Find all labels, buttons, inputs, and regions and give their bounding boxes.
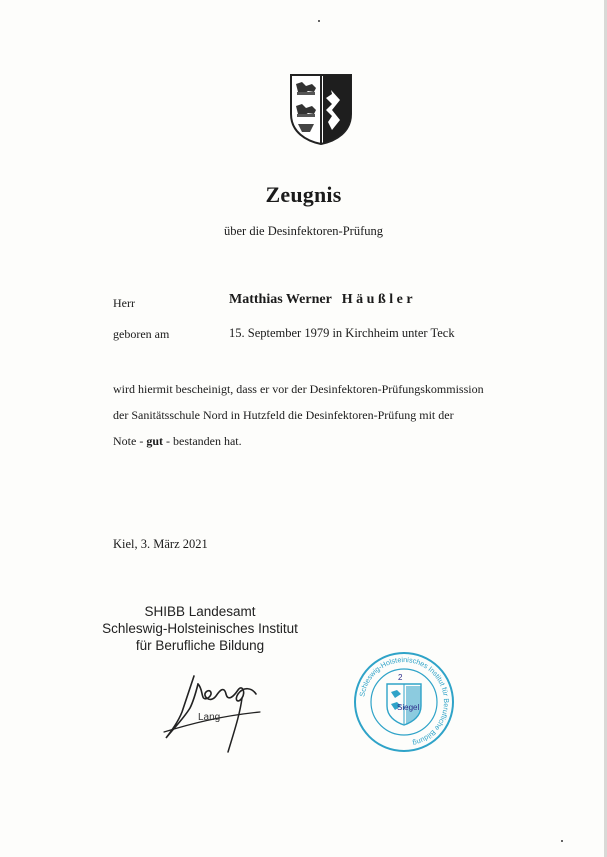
document-subtitle: über die Desinfektoren-Prüfung — [224, 224, 383, 238]
body-line-3 — [113, 434, 242, 449]
seal-number: 2 — [398, 673, 403, 682]
seal-ring-text: Schleswig-Holsteinisches Institut für Berufliche Bildung — [357, 654, 452, 748]
note-prefix: Note - — [113, 434, 147, 448]
grade-value: gut — [146, 434, 163, 448]
note-suffix: - bestanden hat. — [163, 434, 242, 448]
coat-of-arms-icon — [288, 72, 354, 146]
issuer-line-2: Schleswig-Holsteinisches Institut — [102, 621, 298, 636]
holder-last-name: Häußler — [341, 292, 417, 307]
seal-center-text: Siegel — [397, 703, 420, 712]
issuer-line-3: für Berufliche Bildung — [135, 638, 265, 653]
holder-name — [229, 292, 416, 308]
document-title: Zeugnis — [265, 182, 342, 207]
body-line-1: wird hiermit bescheinigt, dass er vor der Desinfektoren-Prüfungskommission — [113, 382, 484, 396]
official-seal-icon — [351, 650, 457, 754]
salutation-label: Herr — [113, 296, 135, 310]
scan-speck — [561, 840, 563, 842]
place-date: Kiel, 3. März 2021 — [113, 537, 208, 551]
issuer-line-1: SHIBB Landesamt — [144, 604, 256, 619]
scan-speck — [318, 20, 320, 22]
born-label: geboren am — [113, 327, 170, 341]
signatory-printed-name: Lang — [198, 712, 221, 723]
body-line-2: der Sanitätsschule Nord in Hutzfeld die Desinfektoren-Prüfung mit der — [113, 408, 454, 422]
holder-first-names: Matthias Werner — [229, 292, 332, 307]
birth-info: 15. September 1979 in Kirchheim unter Teck — [229, 326, 455, 340]
